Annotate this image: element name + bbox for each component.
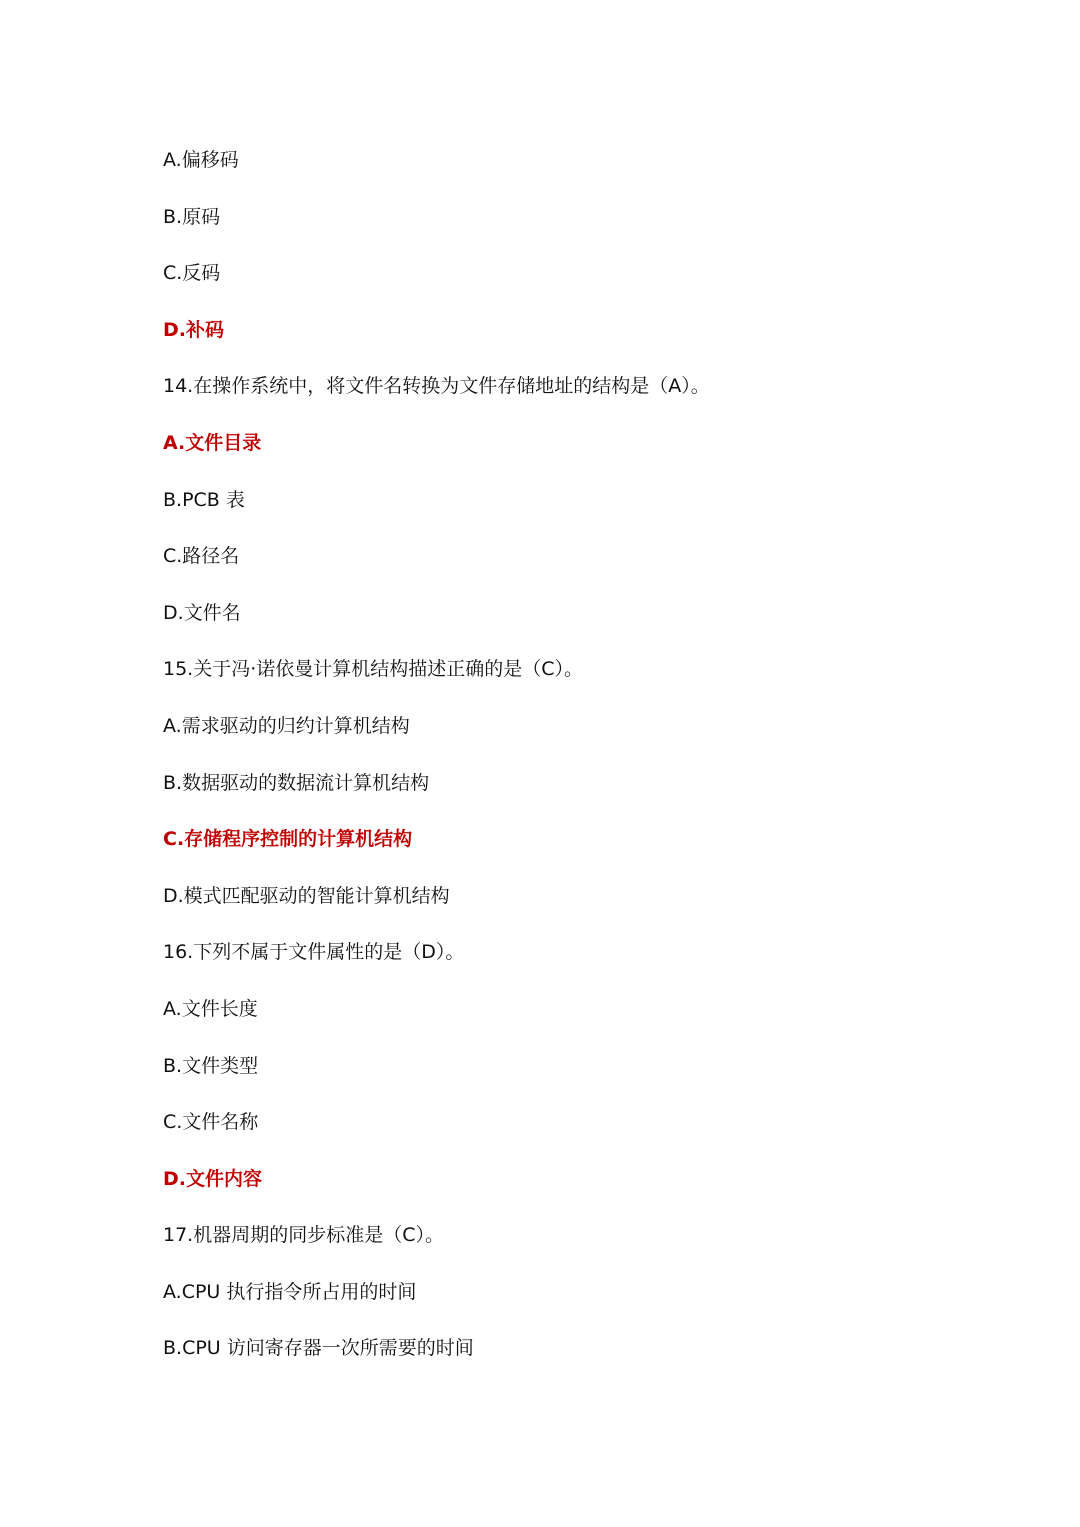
option-line: D.模式匹配驱动的智能计算机结构 — [163, 884, 450, 907]
option-line: B.CPU 访问寄存器一次所需要的时间 — [163, 1337, 474, 1360]
correct-answer-line: A.文件目录 — [163, 431, 262, 454]
option-line: D.文件名 — [163, 601, 241, 624]
correct-answer-line: C.存储程序控制的计算机结构 — [163, 828, 413, 851]
option-line: C.路径名 — [163, 545, 240, 568]
question-line: 16.下列不属于文件属性的是（D）。 — [163, 941, 465, 964]
question-list — [163, 145, 983, 1390]
option-line: A.需求驱动的归约计算机结构 — [163, 714, 410, 737]
correct-answer-line: D.文件内容 — [163, 1167, 262, 1190]
option-line: A.CPU 执行指令所占用的时间 — [163, 1280, 417, 1303]
question-line: 17.机器周期的同步标准是（C）。 — [163, 1224, 444, 1247]
correct-answer-line: D.补码 — [163, 318, 224, 341]
question-line: 14.在操作系统中，将文件名转换为文件存储地址的结构是（A）。 — [163, 375, 710, 398]
option-line: B.文件类型 — [163, 1054, 259, 1077]
option-line: A.文件长度 — [163, 997, 258, 1020]
option-line: A.偏移码 — [163, 149, 239, 171]
option-line: C.文件名称 — [163, 1111, 259, 1134]
option-line: C.反码 — [163, 262, 221, 285]
option-line: B.数据驱动的数据流计算机结构 — [163, 771, 430, 794]
option-line: B.原码 — [163, 205, 221, 228]
option-line: B.PCB 表 — [163, 488, 245, 511]
question-line: 15.关于冯·诺依曼计算机结构描述正确的是（C）。 — [163, 658, 584, 681]
